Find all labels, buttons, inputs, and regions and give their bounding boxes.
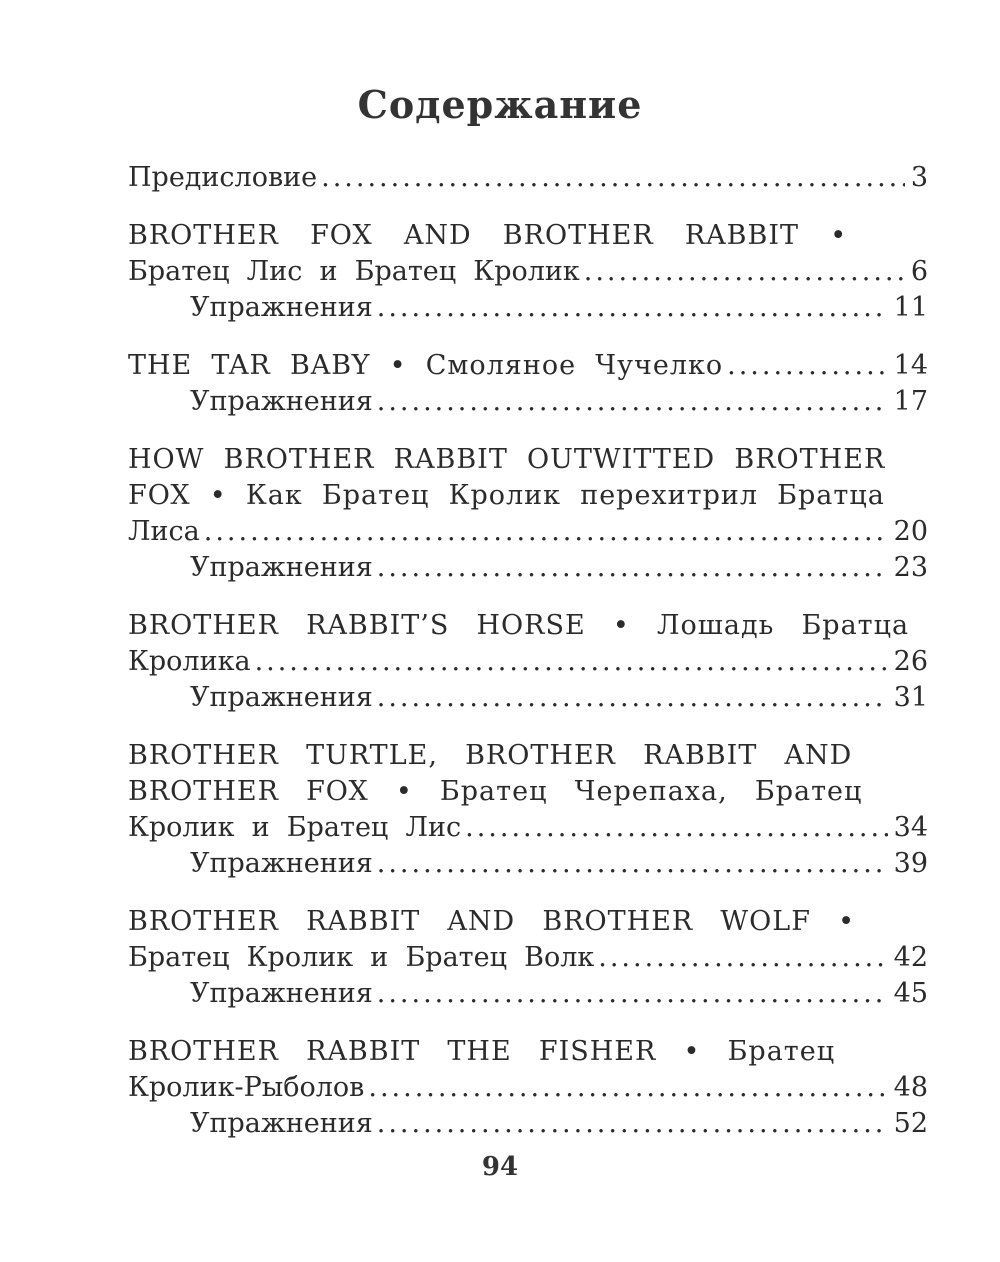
toc-entry xyxy=(128,218,928,326)
toc-entry-title-line: HOW BROTHER RABBIT OUTWITTED BROTHER xyxy=(128,444,886,475)
toc-entry-title-line: BROTHER FOX • Братец Черепаха, Братец xyxy=(128,776,863,807)
toc-entry-label: Кролик и Братец Лис xyxy=(128,812,462,843)
toc-page-number: 45 xyxy=(893,978,928,1009)
toc-page-number: 26 xyxy=(893,646,928,677)
dot-leader xyxy=(377,680,888,716)
dot-leader xyxy=(255,644,888,680)
toc-page-number: 31 xyxy=(893,682,928,713)
toc-entry xyxy=(128,442,928,586)
toc-line xyxy=(128,348,928,384)
dot-leader xyxy=(727,348,888,384)
toc-entry xyxy=(128,738,928,882)
toc-page-number: 17 xyxy=(893,386,928,417)
toc-exercise-line xyxy=(128,1106,928,1142)
toc-entry xyxy=(128,348,928,420)
toc-exercise-line xyxy=(128,290,928,326)
toc-line xyxy=(128,644,928,680)
toc-exercise-line xyxy=(128,846,928,882)
toc-line xyxy=(128,1070,928,1106)
toc-entry xyxy=(128,904,928,1012)
dot-leader xyxy=(377,384,888,420)
table-of-contents xyxy=(128,160,928,1142)
toc-entry-title-line: BROTHER FOX AND BROTHER RABBIT • xyxy=(128,220,848,251)
dot-leader xyxy=(204,514,888,550)
toc-exercise-label: Упражнения xyxy=(190,1108,373,1139)
dot-leader xyxy=(465,810,888,846)
toc-entry-label: Братец Кролик и Братец Волк xyxy=(128,942,595,973)
toc-page-number: 48 xyxy=(893,1072,928,1103)
dot-leader xyxy=(377,550,888,586)
dot-leader xyxy=(377,976,888,1012)
toc-page-number: 3 xyxy=(910,162,928,193)
toc-exercise-label: Упражнения xyxy=(190,848,373,879)
toc-entry xyxy=(128,608,928,716)
dot-leader xyxy=(368,1070,887,1106)
toc-exercise-label: Упражнения xyxy=(190,682,373,713)
toc-page-number: 6 xyxy=(910,256,928,287)
toc-line xyxy=(128,160,928,196)
dot-leader xyxy=(377,1106,888,1142)
page-title: Содержание xyxy=(357,82,643,127)
toc-exercise-line xyxy=(128,384,928,420)
toc-entry-label: THE TAR BABY • Смоляное Чучелко xyxy=(128,350,724,381)
toc-page-number: 39 xyxy=(893,848,928,879)
toc-exercise-line xyxy=(128,550,928,586)
dot-leader xyxy=(377,290,888,326)
toc-exercise-label: Упражнения xyxy=(190,552,373,583)
toc-page-number: 34 xyxy=(893,812,928,843)
toc-exercise-label: Упражнения xyxy=(190,292,373,323)
toc-line xyxy=(128,810,928,846)
toc-entry-label: Предисловие xyxy=(128,162,318,193)
toc-line xyxy=(128,940,928,976)
toc-page-number: 23 xyxy=(893,552,928,583)
toc-page-number: 14 xyxy=(893,350,928,381)
dot-leader xyxy=(321,160,905,196)
toc-exercise-line xyxy=(128,976,928,1012)
dot-leader xyxy=(598,940,887,976)
toc-exercise-line xyxy=(128,680,928,716)
toc-page-number: 42 xyxy=(893,942,928,973)
toc-page-number: 20 xyxy=(893,516,928,547)
toc-page-number: 11 xyxy=(893,292,928,323)
toc-entry xyxy=(128,1034,928,1142)
toc-entry-title-line: BROTHER RABBIT AND BROTHER WOLF • xyxy=(128,906,856,937)
toc-page-number: 52 xyxy=(893,1108,928,1139)
toc-exercise-label: Упражнения xyxy=(190,978,373,1009)
toc-entry-title-line: BROTHER TURTLE, BROTHER RABBIT AND xyxy=(128,740,853,771)
toc-entry-label: Лиса xyxy=(128,516,200,547)
page-number: 94 xyxy=(481,1152,519,1182)
toc-entry-preface xyxy=(128,160,928,196)
toc-entry-label: Кролика xyxy=(128,646,251,677)
toc-line xyxy=(128,254,928,290)
dot-leader xyxy=(377,846,888,882)
toc-exercise-label: Упражнения xyxy=(190,386,373,417)
toc-entry-label: Кролик-Рыболов xyxy=(128,1072,365,1103)
toc-entry-title-line: BROTHER RABBIT’S HORSE • Лошадь Братца xyxy=(128,610,910,641)
dot-leader xyxy=(584,254,905,290)
toc-entry-label: Братец Лис и Братец Кролик xyxy=(128,256,580,287)
toc-line xyxy=(128,514,928,550)
toc-entry-title-line: BROTHER RABBIT THE FISHER • Братец xyxy=(128,1036,836,1067)
toc-entry-title-line: FOX • Как Братец Кролик перехитрил Братца xyxy=(128,480,885,511)
